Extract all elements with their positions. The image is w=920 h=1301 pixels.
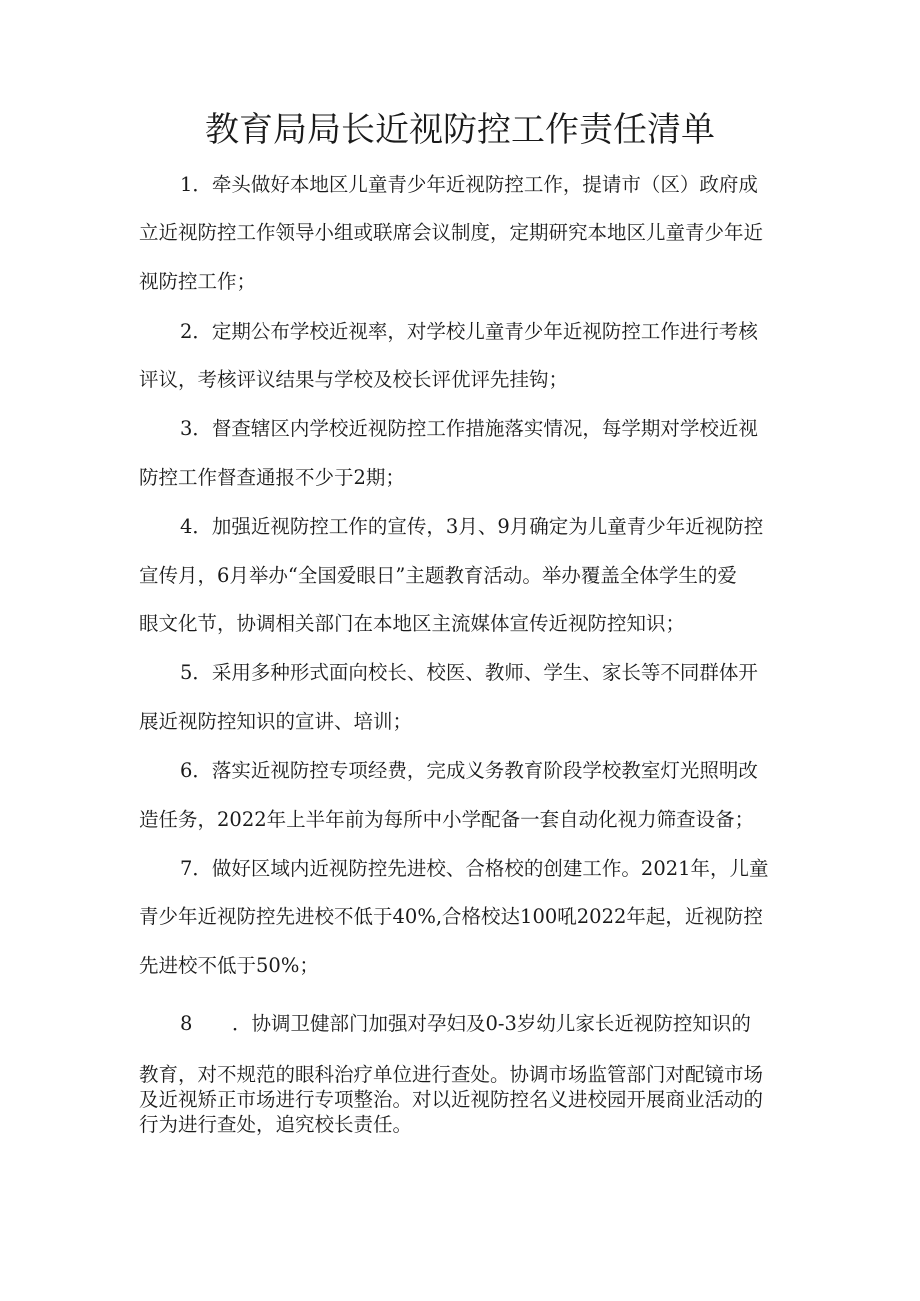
paragraph-8-line-4: 行为进行查处，追究校长责任。: [139, 1113, 413, 1136]
paragraph-3-line-2: 防控工作督查通报不少于2期；: [139, 466, 405, 489]
paragraph-8-line-1: ．协调卫健部门加强对孕妇及0-3岁幼儿家长近视防控知识的: [232, 1012, 751, 1035]
paragraph-6-line-1: 6．落实近视防控专项经费，完成义务教育阶段学校教室灯光照明改: [180, 759, 758, 782]
paragraph-2-line-1: 2．定期公布学校近视率，对学校儿童青少年近视防控工作进行考核: [180, 320, 758, 343]
paragraph-1-line-1: 1．牵头做好本地区儿童青少年近视防控工作，提请市（区）政府成: [180, 173, 758, 196]
paragraph-5-line-2: 展近视防控知识的宣讲、培训；: [139, 710, 413, 733]
paragraph-8-line-2: 教育，对不规范的眼科治疗单位进行查处。协调市场监管部门对配镜市场: [139, 1063, 764, 1086]
paragraph-5-line-1: 5．采用多种形式面向校长、校医、教师、学生、家长等不同群体开: [180, 661, 758, 684]
paragraph-8-number: 8: [180, 1012, 193, 1035]
paragraph-1-line-3: 视防控工作；: [139, 270, 257, 293]
paragraph-7-line-3: 先进校不低于50%；: [139, 954, 319, 977]
paragraph-2-line-2: 评议，考核评议结果与学校及校长评优评先挂钩；: [139, 368, 569, 391]
paragraph-4-line-1: 4．加强近视防控工作的宣传，3月、9月确定为儿童青少年近视防控: [180, 515, 764, 538]
paragraph-1-line-2: 立近视防控工作领导小组或联席会议制度，定期研究本地区儿童青少年近: [139, 221, 764, 244]
paragraph-8-line-3: 及近视矫正市场进行专项整治。对以近视防控名义进校园开展商业活动的: [139, 1088, 764, 1111]
paragraph-4-line-2: 宣传月，6月举办“全国爱眼日”主题教育活动。举办覆盖全体学生的爱: [139, 564, 737, 587]
paragraph-4-line-3: 眼文化节，协调相关部门在本地区主流媒体宣传近视防控知识；: [139, 612, 686, 635]
paragraph-3-line-1: 3．督查辖区内学校近视防控工作措施落实情况，每学期对学校近视: [180, 417, 758, 440]
paragraph-7-line-1: 7．做好区域内近视防控先进校、合格校的创建工作。2021年，儿童: [180, 857, 769, 880]
paragraph-7-line-2: 青少年近视防控先进校不低于40%,合格校达100吼2022年起，近视防控: [139, 905, 763, 928]
paragraph-6-line-2: 造任务，2022年上半年前为每所中小学配备一套自动化视力筛查设备；: [139, 808, 755, 831]
document-title: 教育局局长近视防控工作责任清单: [205, 110, 715, 150]
